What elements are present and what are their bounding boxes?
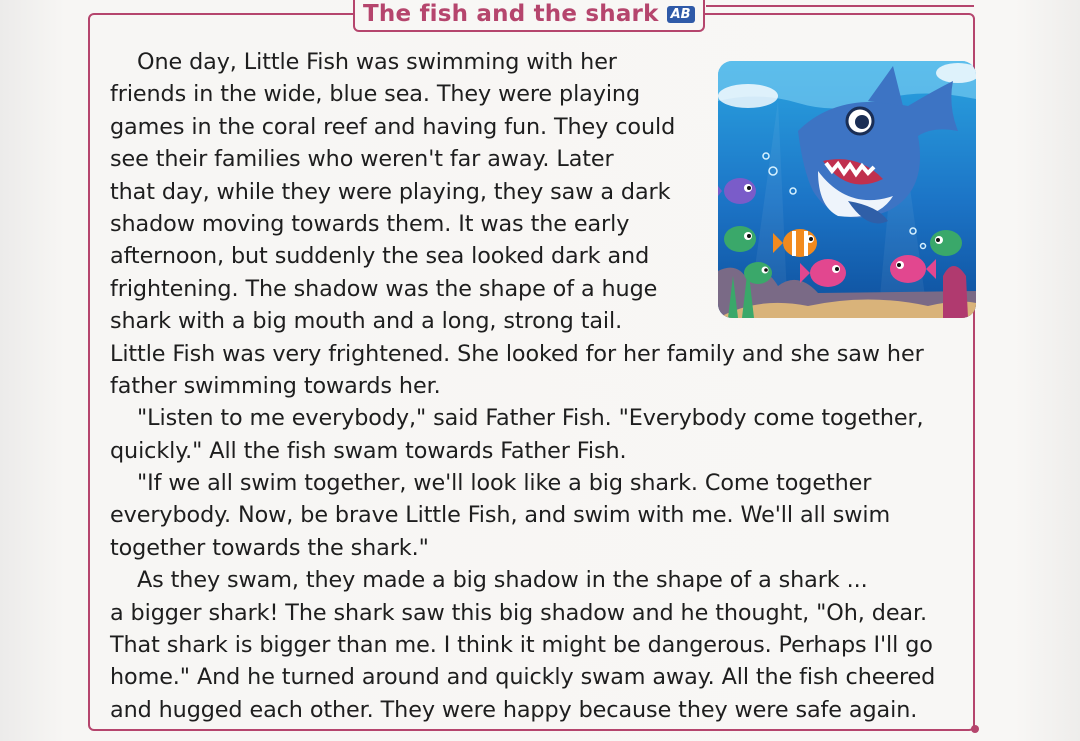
story-line: "If we all swim together, we'll look like a big shark. Come together — [137, 470, 872, 497]
story-line: father swimming towards her. — [110, 372, 441, 399]
story-line: games in the coral reef and having fun. They could — [110, 113, 676, 140]
story-line: and hugged each other. They were happy because they were safe again. — [110, 696, 918, 723]
story-line: shadow moving towards them. It was the early — [110, 210, 630, 237]
story-line: everybody. Now, be brave Little Fish, and swim with me. We'll all swim — [110, 502, 891, 529]
story-line: see their families who weren't far away. Later — [110, 146, 614, 173]
story-line: Little Fish was very frightened. She looked for her family and she saw her — [110, 340, 924, 367]
story-line: One day, Little Fish was swimming with her — [137, 49, 617, 75]
level-badge: AB — [667, 6, 695, 23]
story-line: quickly." All the fish swam towards Father Fish. — [110, 437, 627, 464]
story-line: frightening. The shadow was the shape of a huge — [110, 275, 658, 302]
title-tab — [353, 0, 705, 32]
frame-top-line — [706, 5, 974, 7]
story-line: shark with a big mouth and a long, strong tail. — [110, 308, 623, 335]
story-line: afternoon, but suddenly the sea looked dark and — [110, 243, 650, 270]
frame-end-dot — [971, 725, 979, 733]
story-line: that day, while they were playing, they saw a dark — [110, 178, 671, 205]
story-line: As they swam, they made a big shadow in the shape of a shark ... — [137, 567, 868, 594]
story-line: That shark is bigger than me. I think it might be dangerous. Perhaps I'll go — [110, 632, 933, 659]
story-line: home." And he turned around and quickly swam away. All the fish cheered — [110, 664, 936, 691]
story-line: a bigger shark! The shark saw this big shadow and he thought, "Oh, dear. — [110, 599, 928, 626]
page-title: The fish and the shark — [363, 1, 659, 27]
story-line: friends in the wide, blue sea. They were playing — [110, 81, 641, 108]
story-line: together towards the shark." — [110, 534, 429, 561]
story-text — [110, 46, 935, 726]
story-line: "Listen to me everybody," said Father Fish. "Everybody come together, — [137, 405, 924, 432]
